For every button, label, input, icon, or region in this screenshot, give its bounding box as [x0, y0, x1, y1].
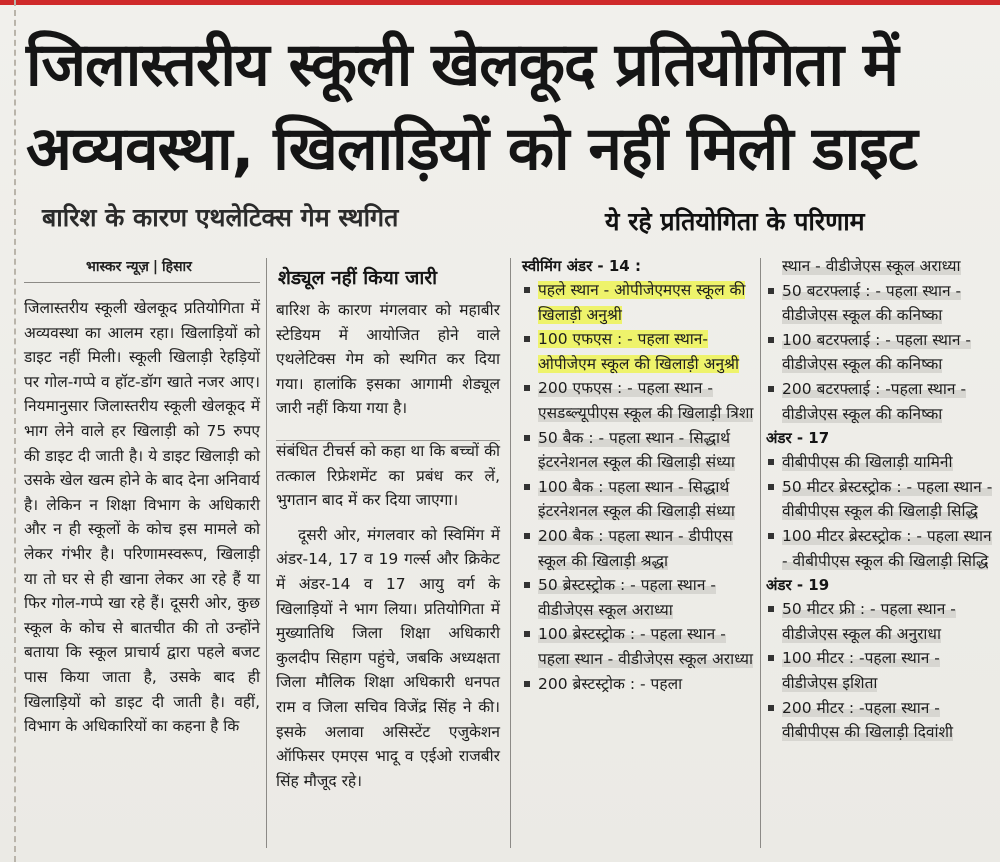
- result-item: [766, 450, 994, 475]
- result-text: वीबीपीएस की खिलाड़ी यामिनी: [782, 453, 953, 472]
- result-item: [766, 279, 994, 328]
- result-text: 200 ब्रेस्टस्ट्रोक : - पहला: [538, 674, 683, 693]
- result-item: [766, 377, 994, 426]
- result-text: 200 बटरफ्लाई : -पहला स्थान - वीडीजेएस स्कूल की कनिष्का: [782, 379, 967, 423]
- result-text: 200 एफएस : - पहला स्थान - एसडब्ल्यूपीएस स्कूल की खिलाड़ी त्रिशा: [538, 379, 754, 422]
- bullet-icon: [768, 337, 774, 343]
- results-column-left: [522, 254, 754, 696]
- column-2-divider: [276, 440, 500, 441]
- result-item: [522, 672, 754, 697]
- article-paragraph-3: दूसरी ओर, मंगलवार को स्विमिंग में अंडर-14, 17 व 19 गर्ल्स और क्रिकेट में अंडर-14 व 17 आयु वर्ग के खिलाड़ियों ने भाग लिया। प्रतियोगिता में मुख्यातिथि जिला शिक्षा अधिकारी कुलदीप सिहाग पहुंचे, जबकि अध्यक्षता जिला मौलिक शिक्षा अधिकारी धनपत राम व जिला सचिव विजेंद्र सिंह ने की। इसके अलावा असिस्टेंट एजुकेशन ऑफिसर एमएस भादू व एईओ राजबीर सिंह मौजूद रहे।: [276, 525, 500, 790]
- result-item: [766, 646, 994, 695]
- byline-underline: [24, 282, 260, 283]
- byline-place: हिसार: [162, 259, 192, 275]
- result-text: 100 मीटर ब्रेस्टस्ट्रोक : - पहला स्थान - वीबीपीएस स्कूल की खिलाड़ी सिद्धि: [782, 526, 992, 570]
- article-paragraph-1: बारिश के कारण मंगलवार को महाबीर स्टेडियम में आयोजित होने वाले एथलेटिक्स गेम को स्थगित कर दिया गया। हालांकि इसका आगामी शेड्यूल जारी नहीं किया गया है।: [276, 301, 500, 418]
- bullet-icon: [524, 582, 530, 588]
- result-item: [522, 376, 754, 425]
- article-paragraph: जिलास्तरीय स्कूली खेलकूद प्रतियोगिता में अव्यवस्था का आलम रहा। खिलाड़ियों को डाइट नहीं मिली। स्कूली खिलाड़ी रेहड़ियों पर गोल-गप्पे व हॉट-डॉग खाते नजर आए। नियमानुसार जिलास्तरीय स्कूली खेलकूद में भाग लेने वाले हर खिलाड़ी को 75 रुपए की डाइट दी जाती है। ये डाइट खिलाड़ी को उसके खेल खत्म होने के बाद देना अनिवार्य है। लेकिन न शिक्षा विभाग के अधिकारी और न ही स्कूलों के कोच इस मामले को लेकर गंभीर है। परिणामस्वरूप, खिलाड़ी या तो घर से ही खाना लेकर आ रहे हैं या फिर गोल-गप्पे खा रहे हैं। दूसरी ओर, कुछ स्कूल के कोच से बातचीत की तो उन्होंने बताया कि स्कूल प्राचार्य द्वारा पहले बजट पास किया जाता है, उसके बाद ही खिलाड़ियों को डाइट दी जाती है। वहीं, विभाग के अधिकारियों का कहना है कि: [24, 299, 260, 736]
- result-text: 100 बैक : पहला स्थान - सिद्धार्थ इंटरनेशनल स्कूल की खिलाड़ी संध्या: [538, 477, 735, 521]
- result-item: [522, 573, 754, 622]
- clipping-cut-line: [14, 0, 16, 862]
- bullet-icon: [524, 435, 530, 441]
- bullet-icon: [524, 484, 530, 490]
- bullet-icon: [768, 288, 774, 294]
- result-item: [522, 622, 754, 671]
- result-text: 200 बैक : पहला स्थान - डीपीएस स्कूल की खिलाड़ी श्रद्धा: [538, 526, 733, 570]
- result-item: [522, 327, 754, 376]
- bullet-icon: [768, 533, 774, 539]
- column-divider-3: [760, 258, 761, 848]
- result-item: [522, 278, 754, 327]
- result-item: [766, 524, 994, 573]
- result-item: [522, 426, 754, 475]
- result-text: 100 एफएस : - पहला स्थान- ओपीजेएम स्कूल की खिलाड़ी अनुश्री: [538, 330, 740, 373]
- bullet-icon: [524, 533, 530, 539]
- bullet-icon: [524, 631, 530, 637]
- column-divider-2: [510, 258, 511, 848]
- results-category-under19: अंडर - 19: [766, 576, 830, 595]
- result-item: [522, 475, 754, 524]
- article-column-1: [24, 296, 260, 739]
- results-category-under17: अंडर - 17: [766, 429, 830, 448]
- result-text: पहले स्थान - ओपीजेएमएस स्कूल की खिलाड़ी अनुश्री: [538, 281, 746, 324]
- bullet-icon: [524, 385, 530, 391]
- subheadline-results: ये रहे प्रतियोगिता के परिणाम: [605, 207, 865, 236]
- result-text: स्थान - वीडीजेएस स्कूल अराध्या: [782, 257, 961, 275]
- bullet-icon: [768, 459, 774, 465]
- column-divider-1: [266, 258, 267, 848]
- bullet-icon: [524, 681, 530, 687]
- bullet-icon: [524, 287, 530, 293]
- bullet-icon: [768, 705, 774, 711]
- headline-line-2: अव्यवस्था, खिलाड़ियों को नहीं मिली डाइट: [26, 114, 917, 184]
- byline-source: भास्कर न्यूज़: [86, 259, 149, 275]
- result-item: [766, 328, 994, 377]
- results-column-right: [766, 254, 994, 745]
- result-text: 50 मीटर ब्रेस्टस्ट्रोक : - पहला स्थान - वीबीपीएस स्कूल की खिलाड़ी सिद्धि: [782, 477, 993, 521]
- headline-line-1: जिलास्तरीय स्कूली खेलकूद प्रतियोगिता में: [26, 30, 898, 100]
- result-text: 100 ब्रेस्टस्ट्रोक : - पहला स्थान - पहला स्थान - वीडीजेएस स्कूल अराध्या: [538, 625, 753, 668]
- article-column-2: [276, 298, 500, 793]
- bullet-icon: [768, 386, 774, 392]
- bullet-icon: [768, 655, 774, 661]
- result-text: 200 मीटर : -पहला स्थान - वीबीपीएस की खिलाड़ी दिवांशी: [782, 698, 954, 742]
- bullet-icon: [768, 484, 774, 490]
- result-item: [766, 475, 994, 524]
- top-red-rule: [0, 0, 1000, 5]
- bullet-icon: [524, 336, 530, 342]
- article-paragraph-2: संबंधित टीचर्स को कहा था कि बच्चों की तत्काल रिफ्रेशमेंट का प्रबंध कर लें, भुगतान बाद में कर दिया जाएगा।: [276, 441, 500, 510]
- result-text: 50 मीटर फ्री : - पहला स्थान - वीडीजेएस स्कूल की अनुराधा: [782, 600, 956, 643]
- result-text: 50 बटरफ्लाई : - पहला स्थान - वीडीजेएस स्कूल की कनिष्का: [782, 281, 962, 325]
- result-text: 50 ब्रेस्टस्ट्रोक : - पहला स्थान - वीडीजेएस स्कूल अराध्या: [538, 576, 716, 619]
- result-item: [522, 524, 754, 573]
- result-text: 100 मीटर : -पहला स्थान - वीडीजेएस इशिता: [782, 649, 940, 692]
- result-text: 50 बैक : - पहला स्थान - सिद्धार्थ इंटरनेशनल स्कूल की खिलाड़ी संध्या: [538, 428, 735, 472]
- result-item: [766, 597, 994, 646]
- results-category-under14: स्वीमिंग अंडर - 14 :: [522, 257, 641, 275]
- byline-separator: |: [152, 259, 159, 275]
- section-heading-schedule: शेड्यूल नहीं किया जारी: [278, 267, 438, 289]
- result-item: [766, 696, 994, 745]
- result-text: 100 बटरफ्लाई : - पहला स्थान - वीडीजेएस स्कूल की कनिष्का: [782, 330, 971, 374]
- result-continuation: [766, 254, 994, 279]
- bullet-icon: [768, 606, 774, 612]
- byline: [86, 257, 192, 276]
- subheadline-left: बारिश के कारण एथलेटिक्स गेम स्थगित: [42, 203, 399, 232]
